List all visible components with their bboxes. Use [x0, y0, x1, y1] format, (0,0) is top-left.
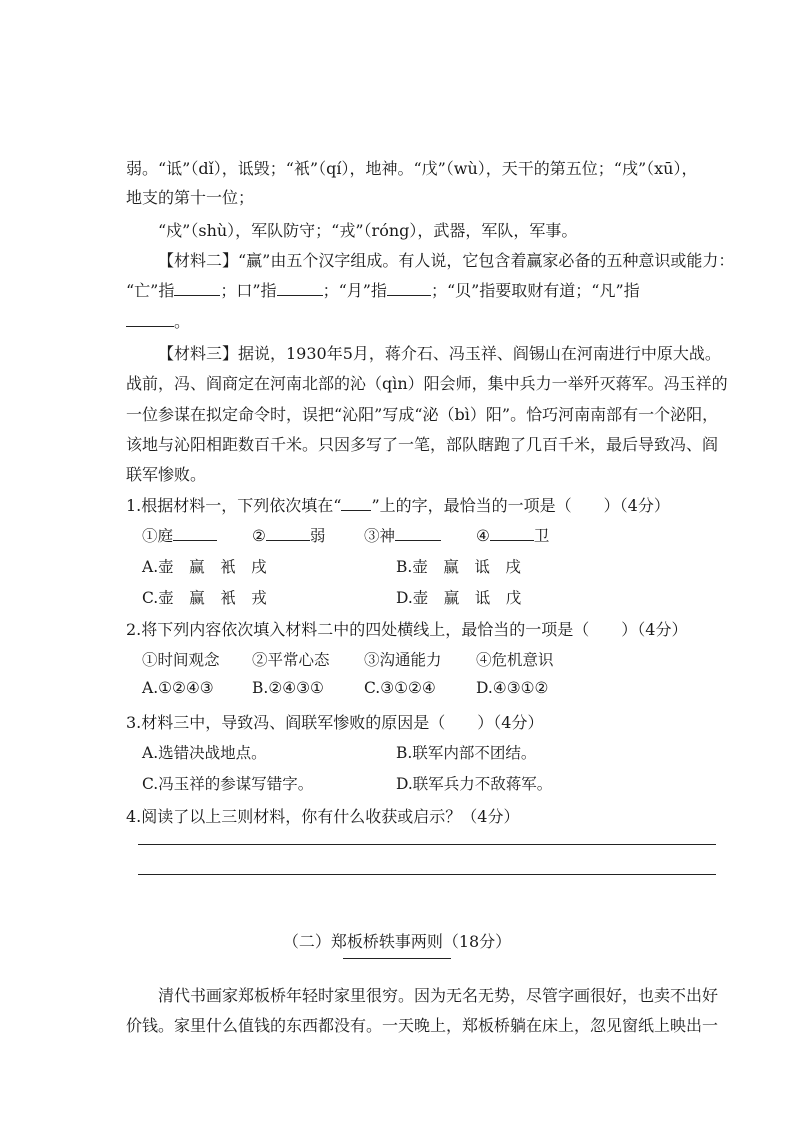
section-2-title: （二）郑板桥轶事两则（18分）	[282, 932, 512, 951]
material2-text: 。	[174, 312, 191, 331]
question-1-text: ”上的字，最恰当的一项是（ ）（4分）	[371, 496, 670, 515]
material2-line	[126, 278, 640, 301]
q2-option-a[interactable]: A.①②④③	[142, 679, 214, 697]
answer-line[interactable]	[138, 844, 716, 845]
answer-blank	[395, 526, 441, 541]
section-2-para-line: 价钱。家里什么值钱的东西都没有。一天晚上，郑板桥躺在床上，忽见窗纸上映出一	[126, 1016, 719, 1035]
material1-line: “戍”（shù），军队防守；“戎”（róng），武器，军队，军事。	[158, 221, 578, 240]
q1-item	[142, 524, 217, 546]
q1-item-text: ①庭	[142, 527, 174, 545]
question-1-stem	[126, 493, 670, 516]
material1-line: 弱。“诋”（dǐ），诋毁；“衹”（qí），地神。“戊”（wù），天干的第五位；“戌”（xū），	[126, 159, 698, 178]
answer-blank	[266, 526, 310, 541]
question-3-stem: 3.材料三中，导致冯、阎联军惨败的原因是（ ）（4分）	[126, 713, 544, 732]
answer-blank	[490, 526, 534, 541]
q1-option-a[interactable]: A.壶 赢 衹 戌	[142, 558, 267, 576]
material2-line	[126, 309, 190, 332]
answer-blank[interactable]	[277, 281, 323, 296]
q1-item	[364, 524, 441, 546]
q2-item: ①时间观念	[142, 651, 220, 669]
q1-item-text: ④	[476, 527, 490, 545]
material2-text: ；“贝”指要取财有道；“凡”指	[430, 281, 640, 300]
q1-option-d[interactable]: D.壶 赢 诋 戊	[396, 589, 522, 607]
answer-line[interactable]	[138, 874, 716, 875]
q1-item-text: ②	[252, 527, 266, 545]
material3-line: 联军惨败。	[126, 465, 207, 484]
material3-line: 该地与沁阳相距数百千米。只因多写了一笔，部队瞎跑了几百千米，最后导致冯、阎	[126, 435, 719, 454]
q3-option-a[interactable]: A.选错决战地点。	[142, 744, 267, 762]
answer-blank[interactable]	[387, 281, 431, 296]
title-underline	[343, 958, 451, 959]
material2-text: “亡”指	[126, 281, 175, 300]
material1-line: 地支的第十一位；	[126, 188, 255, 207]
answer-blank	[341, 496, 371, 511]
material3-line: 一位参谋在拟定命令时，误把“沁阳”写成“泌（bì）阳”。恰巧河南南部有一个泌阳，	[126, 405, 719, 424]
q1-item	[252, 524, 325, 546]
answer-blank[interactable]	[126, 312, 174, 327]
material3-line: 战前，冯、阎商定在河南北部的沁（qìn）阳会师，集中兵力一举歼灭蒋军。冯玉祥的	[126, 374, 728, 393]
q3-option-b[interactable]: B.联军内部不团结。	[396, 744, 537, 762]
q1-option-b[interactable]: B.壶 赢 诋 戌	[396, 558, 521, 576]
question-1-text: 1.根据材料一，下列依次填在“	[126, 496, 342, 515]
q2-option-b[interactable]: B.②④③①	[252, 679, 324, 697]
q1-option-c[interactable]: C.壶 赢 衹 戎	[142, 589, 267, 607]
material3-line: 【材料三】据说，1930年5月，蒋介石、冯玉祥、阎锡山在河南进行中原大战。	[158, 344, 721, 363]
q2-item: ④危机意识	[476, 651, 554, 669]
q2-item: ②平常心态	[252, 651, 330, 669]
q3-option-c[interactable]: C.冯玉祥的参谋写错字。	[142, 775, 314, 793]
q2-item: ③沟通能力	[364, 651, 442, 669]
q2-option-d[interactable]: D.④③①②	[476, 679, 549, 697]
answer-blank	[173, 526, 217, 541]
question-2-stem: 2.将下列内容依次填入材料二中的四处横线上，最恰当的一项是（ ）（4分）	[126, 620, 688, 639]
answer-blank[interactable]	[174, 281, 220, 296]
q1-item-text: ③神	[364, 527, 396, 545]
q1-item-text: 弱	[309, 527, 326, 545]
question-4-stem: 4.阅读了以上三则材料，你有什么收获或启示？（4分）	[126, 807, 520, 826]
q2-option-c[interactable]: C.③①②④	[364, 679, 436, 697]
q1-item	[476, 524, 549, 546]
q3-option-d[interactable]: D.联军兵力不敌蒋军。	[396, 775, 553, 793]
material2-line: 【材料二】“赢”由五个汉字组成。有人说，它包含着赢家必备的五种意识或能力：	[158, 251, 735, 270]
material2-text: ；口”指	[220, 281, 277, 300]
material2-text: ；“月”指	[322, 281, 387, 300]
q1-item-text: 卫	[533, 527, 550, 545]
section-2-para-line: 清代书画家郑板桥年轻时家里很穷。因为无名无势，尽管字画很好，也卖不出好	[158, 986, 719, 1005]
